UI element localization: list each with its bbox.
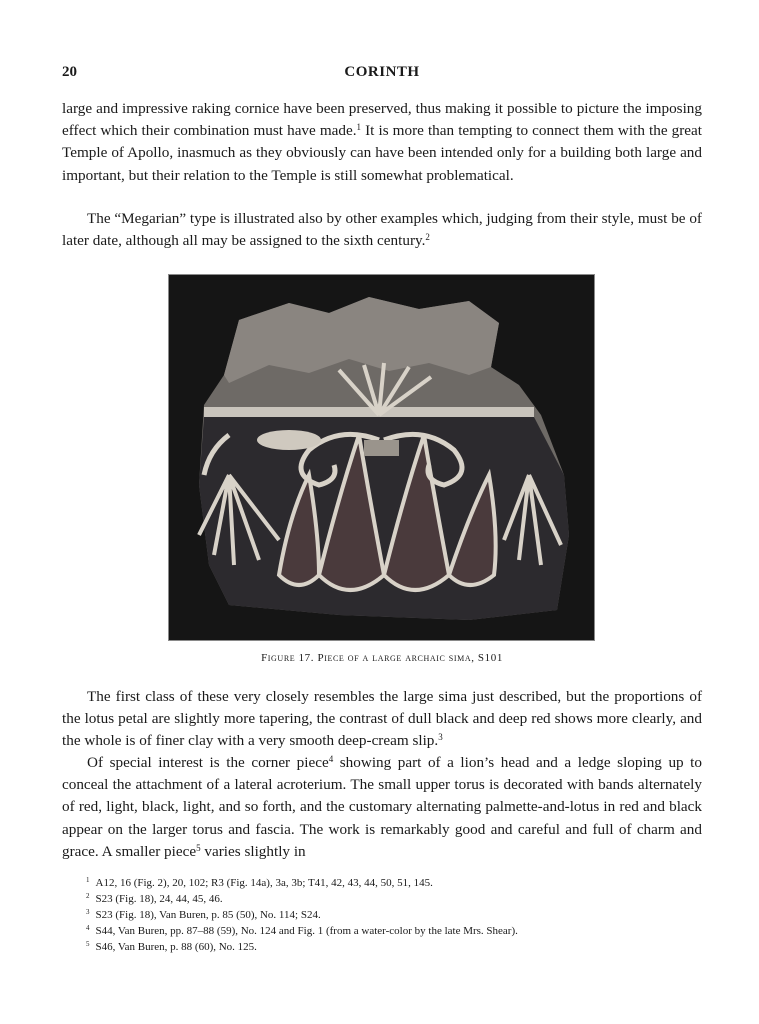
running-head — [62, 64, 702, 84]
paragraph-1-text-cont: It is more than tempting to connect them with the great Temple of Apollo, inasmuch as they obviously can have been intended only for a building both large and important, but their relation to the Temple is still somewhat problematical. — [62, 122, 702, 184]
paragraph-4 — [62, 752, 702, 863]
running-title: CORINTH — [344, 64, 420, 80]
footnotes — [86, 875, 686, 955]
footnote-2 — [86, 891, 686, 907]
paragraph-2 — [62, 208, 702, 252]
footnote-number: 5 — [86, 940, 90, 948]
footnote-number: 2 — [86, 892, 90, 900]
paragraph-3-text: The first class of these very closely resembles the large sima just described, but the proportions of the lotus petal are slightly more tapering, the contrast of dull black and deep red shows more clearly, and the whole is of finer clay with a very smooth deep-cream slip. — [62, 688, 702, 750]
paragraph-1-text: large and impressive raking cornice have been preserved, thus making it possible to picture the imposing effect which their combination must have made. — [62, 100, 702, 140]
footnote-ref-2: 2 — [425, 232, 430, 243]
footnote-number: 3 — [86, 908, 90, 916]
footnote-4 — [86, 923, 686, 939]
paragraph-4-text-end: varies slightly in — [200, 842, 306, 860]
paragraph-2-text: The “Megarian” type is illustrated also by other examples which, judging from their style, must be of later date, although all may be assigned to the sixth century. — [62, 210, 702, 250]
footnote-number: 1 — [86, 876, 90, 884]
footnote-5 — [86, 939, 686, 955]
paragraph-3 — [62, 686, 702, 753]
footnote-ref-1: 1 — [356, 122, 362, 133]
sima-fragment-image — [169, 275, 594, 640]
footnote-ref-3: 3 — [438, 732, 443, 743]
footnote-ref-4: 4 — [328, 754, 334, 764]
figure-caption: Figure 17. Piece of a large archaic sima, S101 — [261, 652, 503, 664]
footnote-text: S44, Van Buren, pp. 87–88 (59), No. 124 and Fig. 1 (from a water-color by the late Mrs. Shear). — [95, 925, 518, 937]
footnote-text: A12, 16 (Fig. 2), 20, 102; R3 (Fig. 14a), 3a, 3b; T41, 42, 43, 44, 50, 51, 145. — [95, 877, 433, 889]
paragraph-4-text: Of special interest is the corner piece — [87, 754, 329, 771]
figure-photo — [168, 274, 595, 641]
footnote-ref-5: 5 — [196, 842, 201, 853]
paragraph-4-text-cont: showing part of a lion’s head and a ledge sloping up to conceal the attachment of a lateral acroterium. The small upper torus is decorated with bands alternately of red, light, black, light, and so forth, and the customary alternating palmette-and-lotus in red and black appear on the larger torus and fascia. The work is remarkably good and careful and full of charm and grace. A smaller piece — [62, 754, 702, 860]
paragraph-1 — [62, 98, 702, 187]
footnote-text: S46, Van Buren, p. 88 (60), No. 125. — [95, 941, 257, 953]
footnote-1 — [86, 875, 686, 891]
footnote-3 — [86, 907, 686, 923]
footnote-text: S23 (Fig. 18), 24, 44, 45, 46. — [95, 893, 223, 905]
footnote-text: S23 (Fig. 18), Van Buren, p. 85 (50), No. 114; S24. — [95, 909, 321, 921]
footnote-number: 4 — [86, 924, 90, 932]
page-number: 20 — [62, 64, 77, 80]
